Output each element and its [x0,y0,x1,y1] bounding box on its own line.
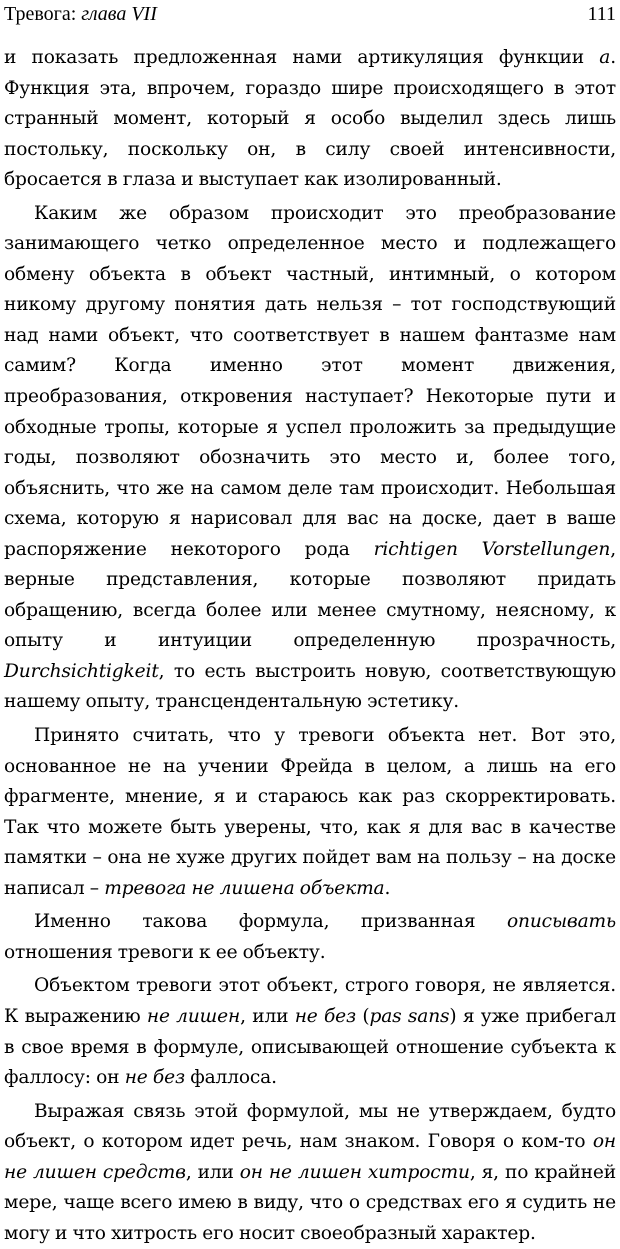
running-title-chapter: глава VII [81,3,157,25]
paragraph-p4 [4,907,616,968]
text-run: Именно такова формула, призванная [34,911,507,933]
italic-run: тревога не лишена объекта [104,877,385,899]
text-run: Принято считать, что у тревоги объекта нет. Вот это, основанное не на учении Фрейда в целом, а лишь на его фрагменте, мнение, я и стараюсь как раз скорректировать. Так что можете быть уверены, что, как я для вас в качестве памятки – она не хуже других пойдет вам на пользу – на доске написал – [4,725,616,899]
paragraph-p3 [4,721,616,904]
italic-run: pas sans [369,1005,450,1027]
text-run: , я, по крайней мере, чаще всего имею в виду, что о средствах его я судить не могу и что хитрость его носит своеобразный характер. [4,1161,616,1244]
text-run: и показать предложенная нами артикуляция функции [4,47,600,68]
body-text [4,43,616,1249]
italic-run: а [599,47,611,68]
text-run: . [384,877,391,899]
paragraph-p1 [4,43,616,196]
text-run: . Функция эта, впрочем, гораздо шире происходящего в этот странный момент, который я особо выделил здесь лишь постольку, поскольку он, в силу своей интенсивности, бросается в глаза и выступает как изолированный. [4,47,616,191]
text-run: Выражая связь этой формулой, мы не утверждаем, будто объект, о котором идет речь, нам знаком. Говоря о ком-то [4,1100,616,1153]
italic-run: описывать [506,911,616,933]
paragraph-p2 [4,199,616,718]
text-run: , то есть выстроить новую, соответствующую нашему опыту, трансцендентальную эстетику. [4,660,616,713]
page-number: 111 [587,3,616,25]
italic-run: не без [294,1005,357,1027]
text-run: отношения тревоги к ее объекту. [4,941,326,963]
running-title [4,3,157,26]
text-run: фаллоса. [184,1067,277,1089]
italic-run: он не лишен средств [4,1131,616,1183]
italic-run: не лишен [146,1005,241,1027]
italic-run: Durchsichtigkeit [4,660,159,682]
running-header [4,0,616,43]
text-run: ) я уже прибегал в свое время в формуле, описывающей отношение субъекта к фаллосу: он [4,1005,617,1089]
paragraph-p6 [4,1097,616,1249]
text-run: ( [356,1005,370,1027]
italic-run: richtigen Vorstellungen [373,538,611,560]
text-run: Каким же образом происходит это преобразование занимающего четко определенное место и подлежащего обмену объекта в объект частный, интимный, о котором никому другому понятия дать нельзя – тот господствующий над нами объект, что соответствует в нашем фантазме нам самим? Когда именно этот момент движения, преобразования, откровения наступает? Некоторые пути и обходные тропы, которые я успел проложить за предыдущие годы, позволяют обозначить это место и, более того, объяснить, что же на самом деле там происходит. Небольшая схема, которую я нарисовал для вас на доске, дает в ваше распоряжение некоторого рода [4,202,616,560]
italic-run: он не лишен хитрости [239,1161,470,1183]
text-run: Объектом тревоги этот объект, строго говоря, не является. К выражению [4,975,616,1027]
text-run: , или [240,1005,295,1027]
paragraph-p5 [4,971,616,1093]
text-run: , или [185,1161,240,1183]
italic-run: не без [124,1067,185,1089]
running-title-prefix: Тревога: [4,3,82,25]
text-run: , верные представления, которые позволяют придать обращению, всегда более или менее смутному, неясному, к опыту и интуиции определенную прозрачность, [4,538,616,652]
